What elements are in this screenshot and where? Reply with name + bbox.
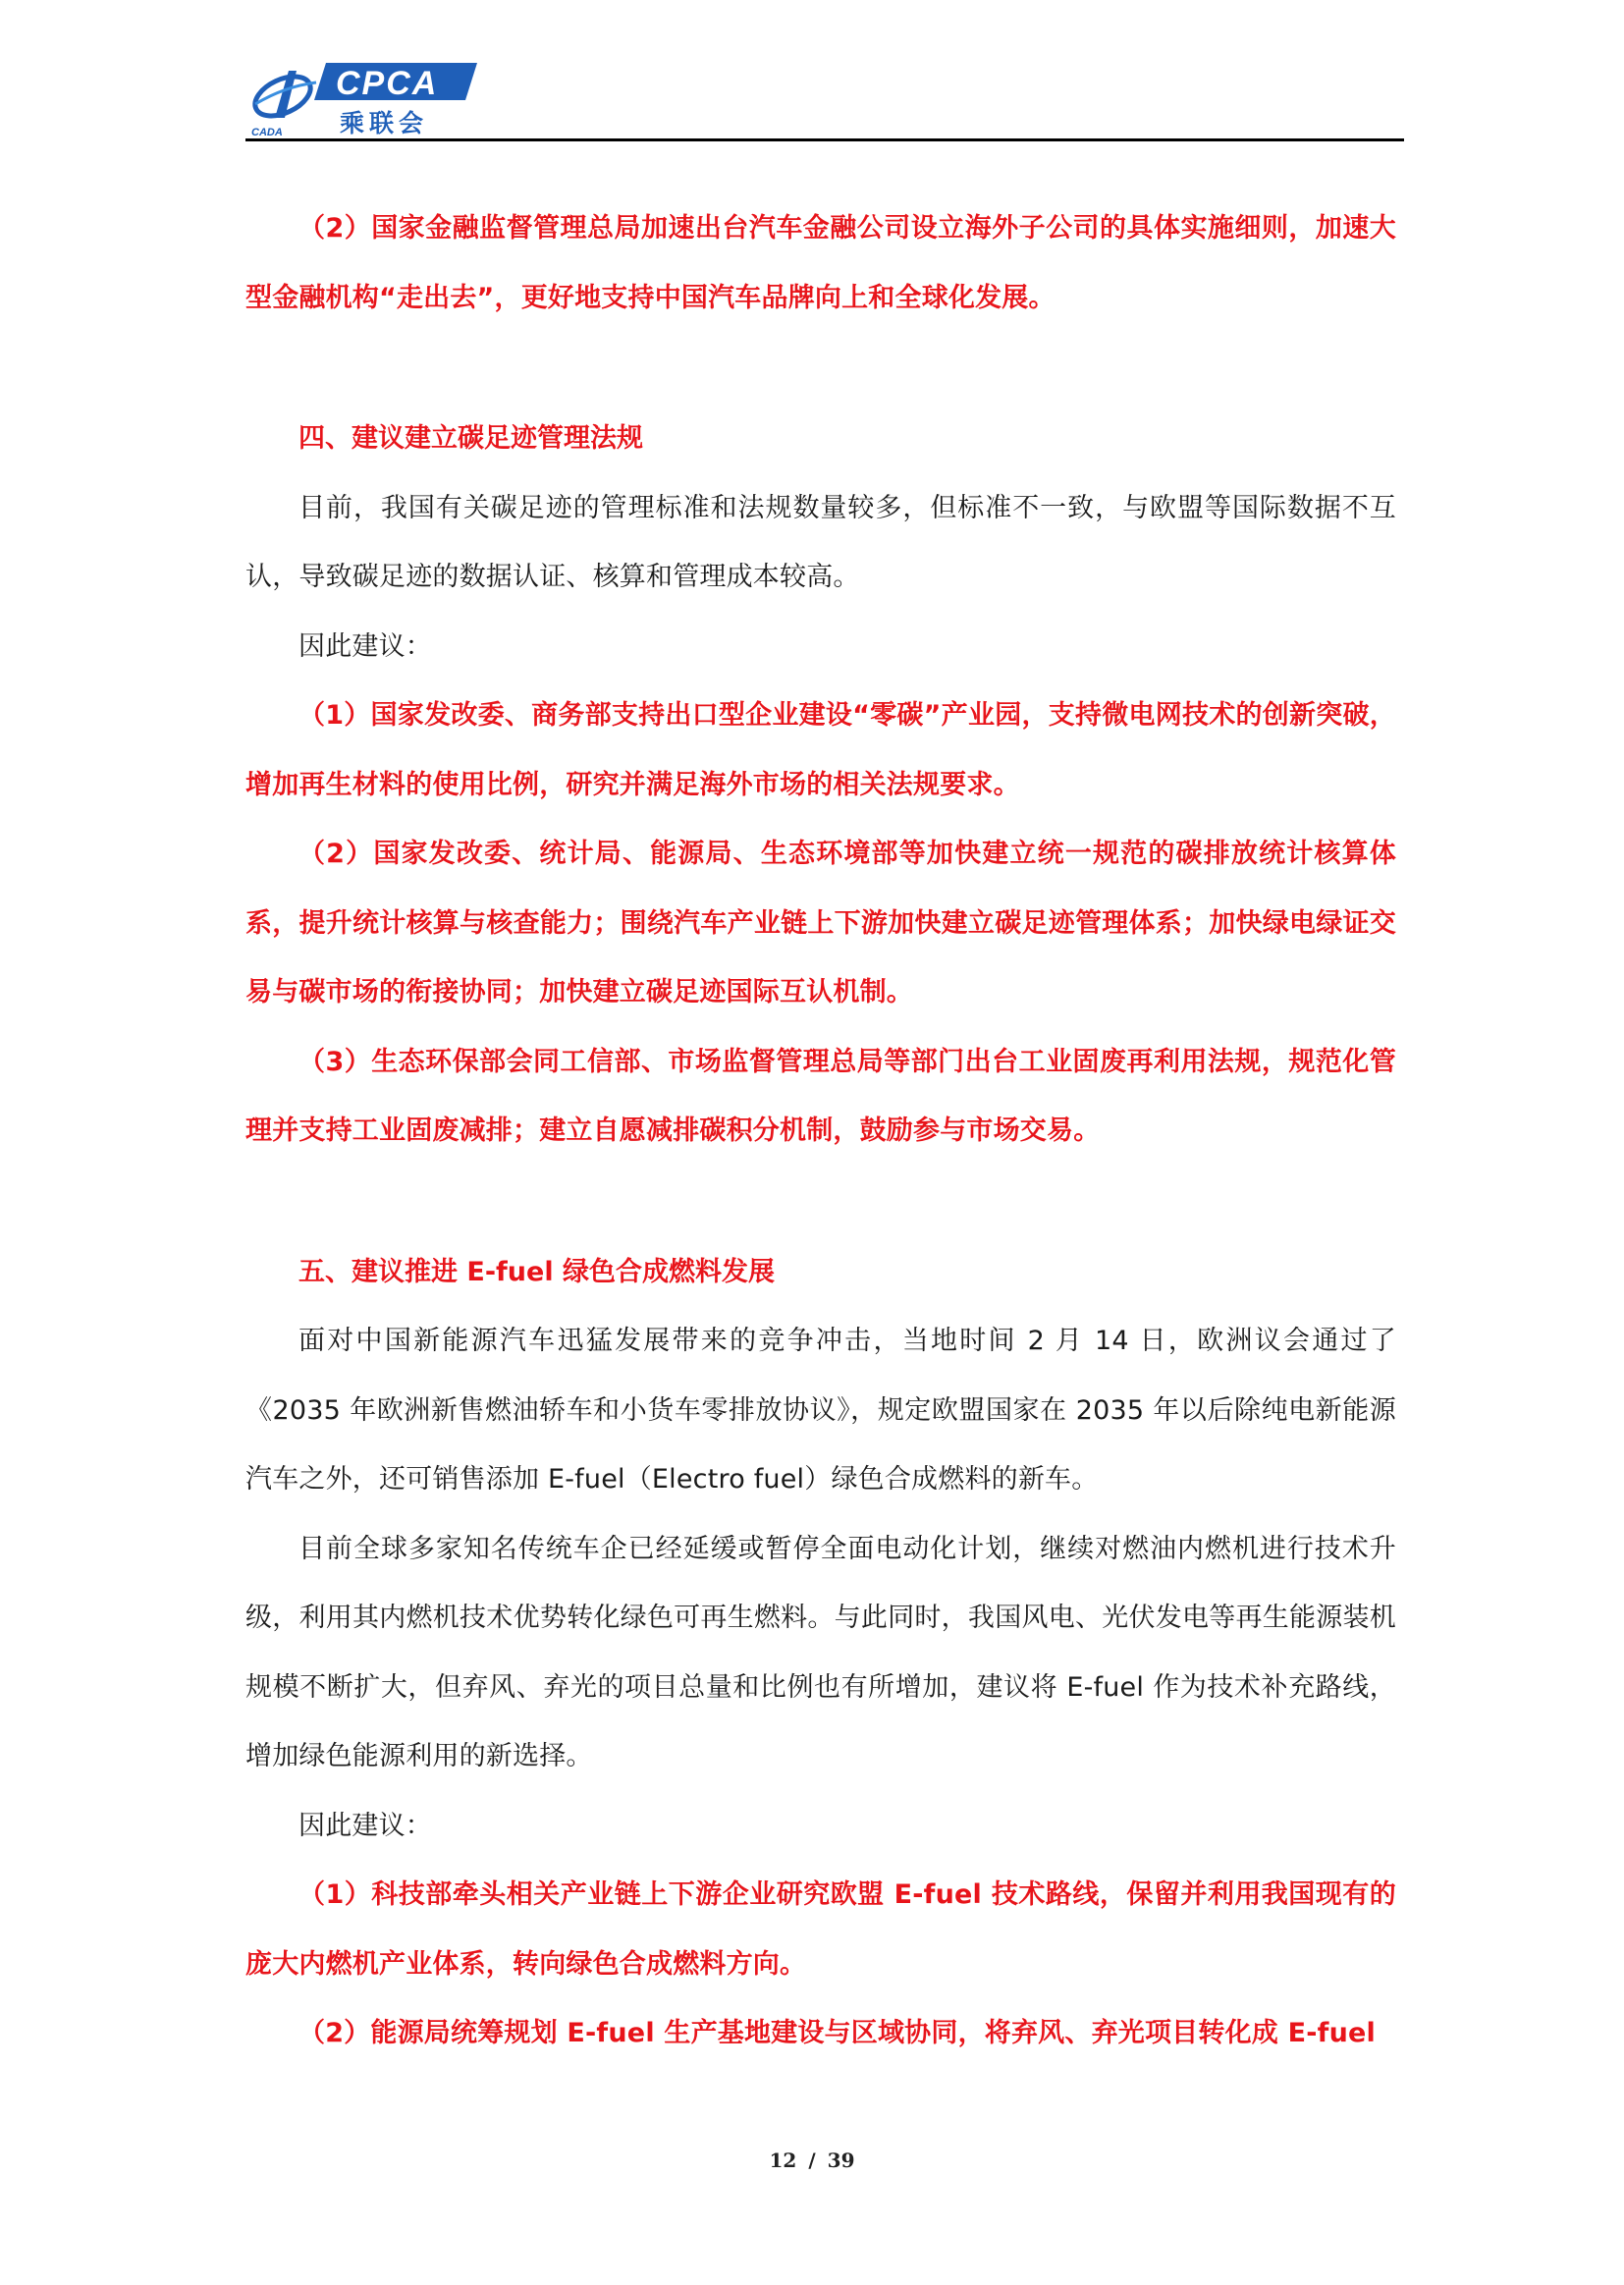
page-header: [245, 57, 1404, 140]
paragraph: 因此建议：: [298, 630, 432, 662]
page-total: 39: [827, 2149, 855, 2172]
paragraph: （1）科技部牵头相关产业链上下游企业研究欧盟 E-fuel 技术路线，保留并利用我国现有的庞大内燃机产业体系，转向绿色合成燃料方向。: [245, 1879, 1396, 1980]
cpca-logo: [245, 57, 481, 137]
page-current: 12: [769, 2149, 797, 2172]
body-content: [245, 194, 1396, 2069]
section-gap: [245, 1167, 1396, 1238]
logo-subtext: 乘联会: [340, 109, 429, 137]
logo-text: CPCA: [336, 65, 439, 102]
paragraph: （3）生态环保部会同工信部、市场监督管理总局等部门出台工业固废再利用法规，规范化管理并支持工业固废减排；建立自愿减排碳积分机制，鼓励参与市场交易。: [245, 1046, 1396, 1146]
section-heading: 四、建议建立碳足迹管理法规: [298, 423, 643, 454]
page-number: [0, 2149, 1624, 2172]
paragraph: 面对中国新能源汽车迅猛发展带来的竞争冲击，当地时间 2 月 14 日，欧洲议会通过了《2035 年欧洲新售燃油轿车和小货车零排放协议》，规定欧盟国家在 2035 年以后除纯电新能源汽车之外，还可销售添加 E-fuel（Electro fuel）绿色合成燃料的新车。: [245, 1326, 1396, 1495]
paragraph: 目前，我国有关碳足迹的管理标准和法规数量较多，但标准不一致，与欧盟等国际数据不互认，导致碳足迹的数据认证、核算和管理成本较高。: [245, 492, 1396, 592]
section-heading: 五、建议推进 E-fuel 绿色合成燃料发展: [298, 1256, 775, 1287]
paragraph: （2）能源局统筹规划 E-fuel 生产基地建设与区域协同，将弃风、弃光项目转化成 E-fuel: [298, 2018, 1376, 2048]
paragraph: 目前全球多家知名传统车企已经延缓或暂停全面电动化计划，继续对燃油内燃机进行技术升级，利用其内燃机技术优势转化绿色可再生燃料。与此同时，我国风电、光伏发电等再生能源装机规模不断扩大，但弃风、弃光的项目总量和比例也有所增加，建议将 E-fuel 作为技术补充路线，增加绿色能源利用的新选择。: [245, 1533, 1396, 1771]
paragraph: （1）国家发改委、商务部支持出口型企业建设“零碳”产业园，支持微电网技术的创新突破，增加再生材料的使用比例，研究并满足海外市场的相关法规要求。: [245, 700, 1396, 800]
header-divider: [245, 138, 1404, 141]
paragraph: 因此建议：: [298, 1810, 432, 1841]
section-gap: [245, 333, 1396, 405]
logo-emblem-text: CADA: [251, 127, 283, 137]
page-separator: /: [808, 2149, 816, 2172]
paragraph: （2）国家发改委、统计局、能源局、生态环境部等加快建立统一规范的碳排放统计核算体系，提升统计核算与核查能力；围绕汽车产业链上下游加快建立碳足迹管理体系；加快绿电绿证交易与碳市场的衔接协同；加快建立碳足迹国际互认机制。: [245, 839, 1396, 1007]
paragraph: （2）国家金融监督管理总局加速出台汽车金融公司设立海外子公司的具体实施细则，加速大型金融机构“走出去”，更好地支持中国汽车品牌向上和全球化发展。: [245, 213, 1396, 313]
